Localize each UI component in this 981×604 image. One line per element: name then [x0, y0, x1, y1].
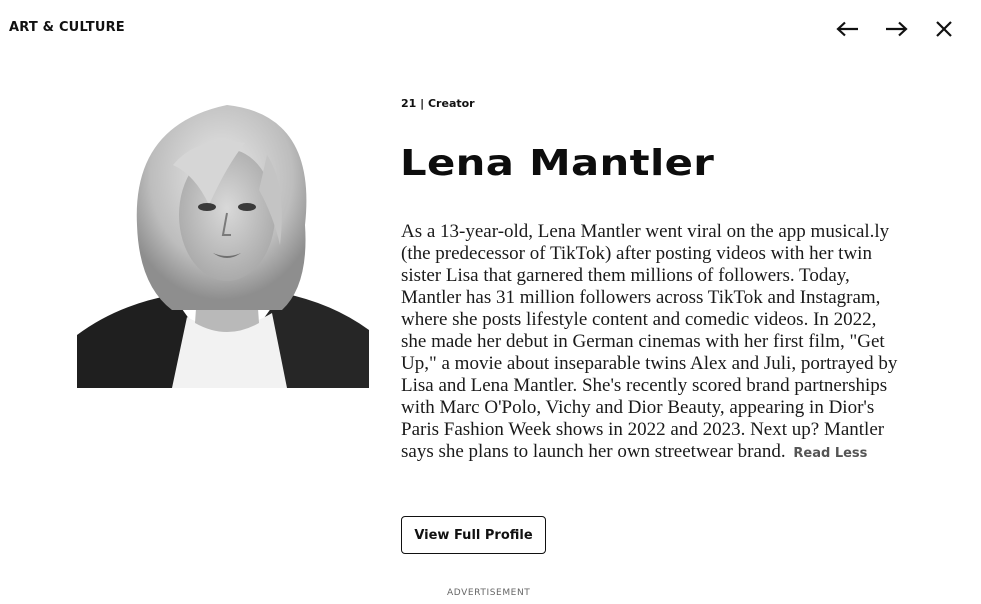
profile-name: Lena Mantler — [400, 143, 715, 184]
advertisement-label: ADVERTISEMENT — [447, 588, 531, 598]
view-full-profile-button[interactable]: View Full Profile — [401, 516, 546, 554]
arrow-right-icon — [884, 21, 908, 37]
profile-photo — [77, 95, 369, 388]
previous-button[interactable] — [833, 14, 863, 44]
close-icon — [935, 20, 953, 38]
next-button[interactable] — [881, 14, 911, 44]
bio-text: As a 13-year-old, Lena Mantler went viral on the app musical.ly (the predecessor of TikTok) after posting videos with her twin sister Lisa that garnered them millions of followers. Today, Mantler has 31 million followers across TikTok and Instagram, where she posts lifestyle content and comedic videos. In 2022, she made her debut in German cinemas with her first film, "Get Up," a movie about inseparable twins Alex and Juli, portrayed by Lisa and Lena Mantler. She's recently scored brand partnerships with Marc O'Polo, Vichy and Dior Beauty, appearing in Dior's Paris Fashion Week shows in 2022 and 2023. Next up? Mantler says she plans to launch her own streetwear brand. — [401, 221, 898, 462]
section-title: ART & CULTURE — [9, 20, 125, 35]
profile-bio — [401, 221, 903, 465]
profile-meta: 21 | Creator — [401, 97, 475, 110]
arrow-left-icon — [836, 21, 860, 37]
read-less-link[interactable]: Read Less — [793, 446, 868, 461]
close-button[interactable] — [929, 14, 959, 44]
